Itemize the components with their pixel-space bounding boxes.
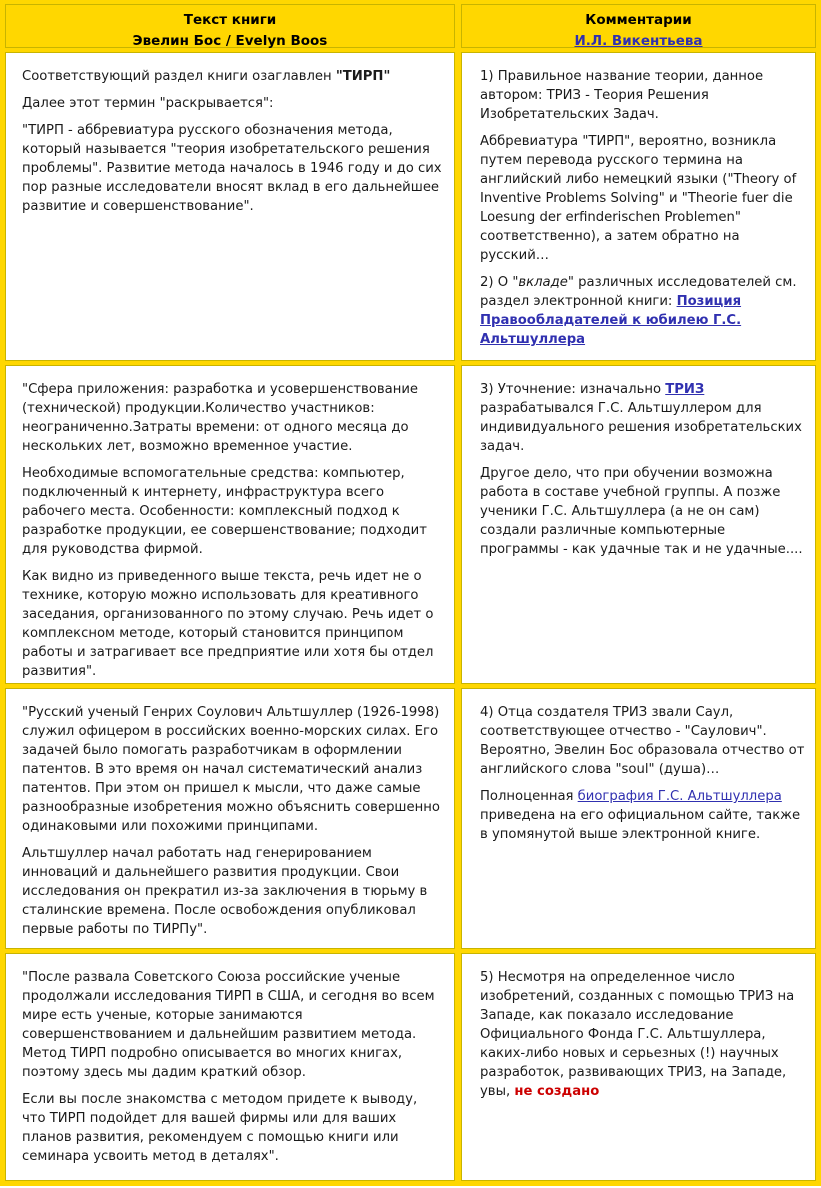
rights-holders-link[interactable]: Позиция Правообладателей к юбилею Г.С. Альтшуллера xyxy=(480,294,742,347)
row3-book-cell xyxy=(5,688,455,949)
row2-book-cell xyxy=(5,365,455,684)
row4-right-p1: 5) Несмотря на определенное число изобретений, созданных с помощью ТРИЗ на Западе, как показало исследование Официального Фонда Г.С. Альтшуллера, каких-либо новых и серьезных (!) научных разработок, развивающих ТРИЗ, на Западе, увы, не создано xyxy=(480,970,795,1099)
header-book-text xyxy=(5,4,455,48)
header-right-title: Комментарии xyxy=(585,12,692,28)
row4-left-p2: Если вы после знакомства с методом придете к выводу, что ТИРП подойдет для вашей фирмы или для ваших планов развития, рекомендуем с помощью книги или семинара усвоить метод в деталях". xyxy=(22,1092,418,1164)
row2-comment-cell xyxy=(461,365,816,684)
row2-left-p1: "Сфера приложения: разработка и усовершенствование (технической) продукции.Количество участников: неограниченно.Затраты времени: от одного месяца до нескольких лет, возможно временное участие. xyxy=(22,382,419,454)
row2-right-p1: 3) Уточнение: изначально ТРИЗ разрабатывался Г.С. Альтшуллером для индивидуального решения изобретательских задач. xyxy=(480,382,802,454)
row3-left-p1: "Русский ученый Генрих Соулович Альтшуллер (1926-1998) служил офицером в российских военно-морских силах. Его задачей было помогать разработчикам в оформлении патентов. В это время он начал систематический анализ патентов. При этом он пришел к мысли, что даже самые разнообразные изобретения можно объяснить совершенно одинаковыми или похожими принципами. xyxy=(22,705,440,834)
row1-left-p3: "ТИРП - аббревиатура русского обозначения метода, который называется "теория изобретательского решения проблемы". Развитие метода началось в 1946 году и до сих пор разные исследователи вносят вклад в его дальнейшее развитие и совершенствование". xyxy=(22,123,442,214)
biography-link[interactable]: биография Г.С. Альтшуллера xyxy=(577,789,782,804)
row3-right-p1: 4) Отца создателя ТРИЗ звали Саул, соответствующее отчество - "Саулович". Вероятно, Эвелин Бос образовала отчество от английского слова "soul" (душа)… xyxy=(480,705,805,777)
row2-right-p2: Другое дело, что при обучении возможна работа в составе учебной группы. А позже ученики Г.С. Альтшуллера (а не он сам) создали различные компьютерные программы - как удачные так и не удачные.... xyxy=(480,466,803,557)
row4-comment-cell xyxy=(461,953,816,1181)
header-left-author: Эвелин Бос / Evelyn Boos xyxy=(132,33,328,49)
row4-left-p1: "После развала Советского Союза российские ученые продолжали исследования ТИРП в США, и сегодня во всем мире есть ученые, которые занимаются совершенствованием и дальнейшим развитием метода. Метод ТИРП подробно описывается во многих книгах, поэтому здесь мы дадим краткий обзор. xyxy=(22,970,435,1080)
row1-left-p2: Далее этот термин "раскрывается": xyxy=(22,96,274,111)
row1-left-p1: Соответствующий раздел книги озаглавлен "ТИРП" xyxy=(22,69,391,84)
row1-book-cell xyxy=(5,52,455,361)
header-left-title: Текст книги xyxy=(183,12,277,28)
row1-comment-cell xyxy=(461,52,816,361)
row2-left-p3: Как видно из приведенного выше текста, речь идет не о технике, которую можно использовать для креативного заседания, организованного по этому случаю. Речь идет о комплексном методе, который становится принципом работы и затрагивает все предприятие или хотя бы отдел развития". xyxy=(22,569,434,679)
header-comments xyxy=(461,4,816,48)
not-created-highlight: не создано xyxy=(514,1084,600,1099)
row4-book-cell xyxy=(5,953,455,1181)
row1-right-p3: 2) О "вкладе" различных исследователей см. раздел электронной книги: Позиция Правообладателей к юбилею Г.С. Альтшуллера xyxy=(480,275,797,347)
row2-left-p2: Необходимые вспомогательные средства: компьютер, подключенный к интернету, инфраструктура всего рабочего места. Особенности: комплексный подход к разработке продукции, ее совершенствование; подходит для руководства фирмой. xyxy=(22,466,427,557)
row1-right-p2: Аббревиатура "ТИРП", вероятно, возникла путем перевода русского термина на английский либо немецкий языки ("Theory of Inventive Problems Solving" и "Theorie fuer die Loesung der erfinderischen Problemen" соответственно), а затем обратно на русский… xyxy=(480,134,797,263)
triz-link[interactable]: ТРИЗ xyxy=(665,382,705,397)
row3-comment-cell xyxy=(461,688,816,949)
author-link[interactable]: И.Л. Викентьева xyxy=(574,33,703,49)
row1-right-p1: 1) Правильное название теории, данное автором: ТРИЗ - Теория Решения Изобретательских Задач. xyxy=(480,69,764,122)
row3-right-p2: Полноценная биография Г.С. Альтшуллера приведена на его официальном сайте, также в упомянутой выше электронной книге. xyxy=(480,789,801,842)
row3-left-p2: Альтшуллер начал работать над генерированием инноваций и дальнейшего развития продукции. Свои исследования он прекратил из-за заключения в тюрьму в сталинские времена. После освобождения опубликовал первые работы по ТИРПу". xyxy=(22,846,428,937)
